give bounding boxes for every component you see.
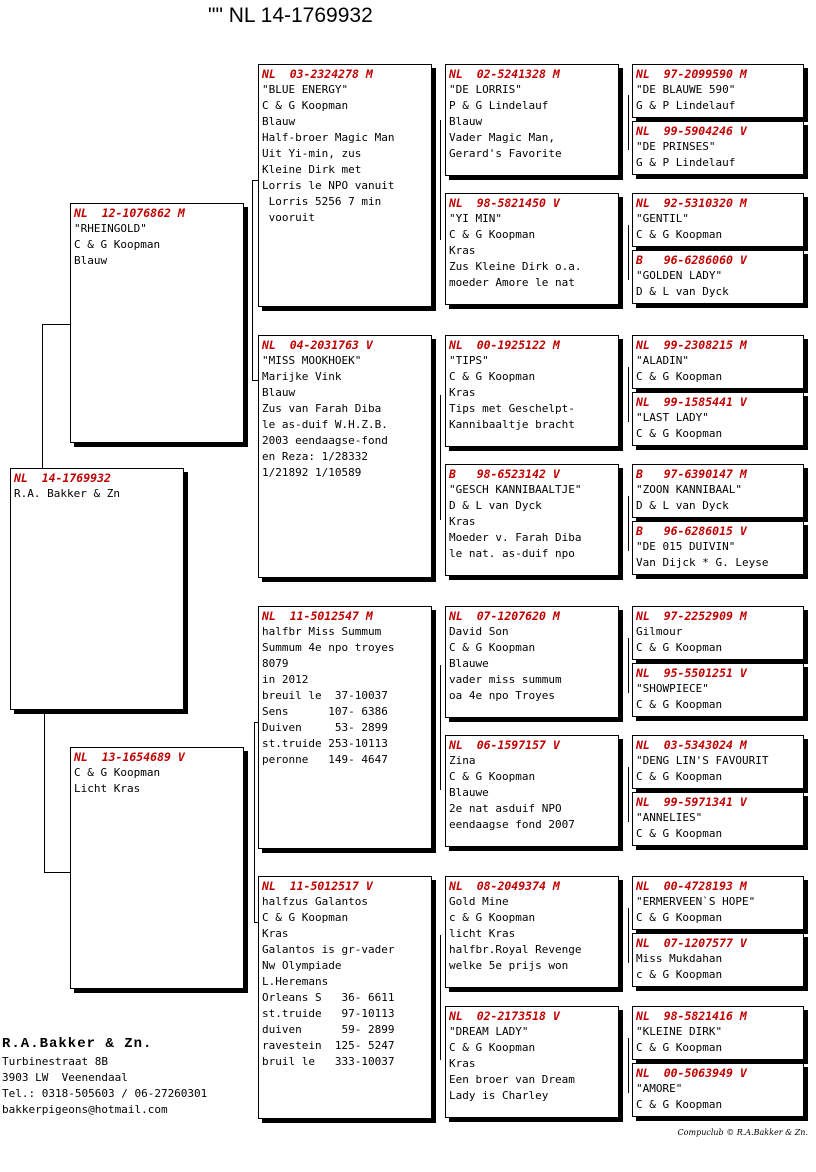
card-line: licht Kras [449,927,516,940]
card-line: Lorris le NPO vanuit [262,179,395,192]
pedigree-card-gen4[interactable] [632,735,804,789]
ring-number: NL 04-2031763 V [262,338,373,352]
card-line: Moeder v. Farah Diba [449,531,582,544]
pedigree-card-gen4[interactable] [632,121,804,175]
card-line: C & G Koopman [636,228,723,241]
card-line: "BLUE ENERGY" [262,83,349,96]
ring-number: NL 97-2252909 M [636,609,747,623]
connector-line [440,395,441,520]
ring-number: NL 97-2099590 M [636,67,747,81]
ring-number: NL 12-1076862 M [74,206,185,220]
connector-line [628,367,629,422]
card-line: 1/21892 1/10589 [262,466,362,479]
card-line: C & G Koopman [74,766,161,779]
card-line: Kras [449,515,476,528]
pedigree-card-gen4[interactable] [632,193,804,247]
card-line: "DE PRINSES" [636,140,716,153]
pedigree-card-gen4[interactable] [632,521,804,575]
pedigree-card-gen4[interactable] [632,792,804,846]
card-line: C & G Koopman [636,827,723,840]
card-line: "LAST LADY" [636,411,709,424]
card-line: halfbr.Royal Revenge [449,943,582,956]
card-line: "KLEINE DIRK" [636,1025,723,1038]
pedigree-card-gen4[interactable] [632,392,804,446]
ring-number: NL 07-1207620 M [449,609,560,623]
connector-line [628,496,629,551]
ring-number: NL 00-4728193 M [636,879,747,893]
owner-address: Turbinestraat 8B [2,1055,108,1068]
card-line: st.truide 253-10113 [262,737,388,750]
pedigree-card-gen4[interactable] [632,663,804,717]
footer-credit: Compuclub © R.A.Bakker & Zn. [677,1128,808,1137]
card-line: "DENG LIN'S FAVOURIT [636,754,769,767]
card-line: Nw Olympiade [262,959,342,972]
card-line: welke 5e prijs won [449,959,569,972]
pedigree-card-sire[interactable] [70,203,244,443]
pedigree-card-great-grandparent[interactable] [445,1006,619,1118]
pedigree-card-grandparent[interactable] [258,335,432,578]
pedigree-card-great-grandparent[interactable] [445,64,619,176]
ring-number: NL 08-2049374 M [449,879,560,893]
card-line: "DREAM LADY" [449,1025,529,1038]
card-line: Een broer van Dream [449,1073,575,1086]
card-line: R.A. Bakker & Zn [14,487,120,500]
card-line: Kras [262,927,289,940]
card-line: Summum 4e npo troyes [262,641,395,654]
ring-number: NL 00-1925122 M [449,338,560,352]
connector-line [628,908,629,963]
card-line: c & G Koopman [449,911,536,924]
card-line: c & G Koopman [636,968,723,981]
ring-number: NL 95-5501251 V [636,666,747,680]
pedigree-card-gen4[interactable] [632,250,804,304]
pedigree-card-grandparent[interactable] [258,64,432,307]
card-line: Kras [449,1057,476,1070]
owner-info [2,1034,207,1118]
ring-number: NL 00-5063949 V [636,1066,747,1080]
card-line: Gerard's Favorite [449,147,562,160]
pedigree-card-great-grandparent[interactable] [445,735,619,847]
card-line: vooruit [262,211,315,224]
ring-number: NL 07-1207577 V [636,936,747,950]
card-line: Zus van Farah Diba [262,402,382,415]
card-line: oa 4e npo Troyes [449,689,555,702]
owner-email[interactable]: bakkerpigeons@hotmail.com [2,1103,168,1116]
owner-name: R.A.Bakker & Zn. [2,1036,153,1052]
card-line: "DE 015 DUIVIN" [636,540,736,553]
card-line: G & P Lindelauf [636,156,736,169]
card-line: bruil le 333-10037 [262,1055,395,1068]
card-line: "DE BLAUWE 590" [636,83,736,96]
card-line: 8079 [262,657,289,670]
card-line: Gilmour [636,625,683,638]
card-line: D & L van Dyck [636,499,729,512]
card-line: in 2012 [262,673,309,686]
connector-line [44,872,70,873]
card-line: 2e nat asduif NPO [449,802,562,815]
pedigree-card-gen4[interactable] [632,464,804,518]
ring-number: NL 11-5012517 V [262,879,373,893]
card-line: C & G Koopman [636,1041,723,1054]
card-line: "ZOON KANNIBAAL" [636,483,742,496]
pedigree-card-dam[interactable] [70,747,244,989]
ring-number: NL 13-1654689 V [74,750,185,764]
card-line: C & G Koopman [636,770,723,783]
connector-line [628,95,629,150]
card-line: D & L van Dyck [636,285,729,298]
card-line: G & P Lindelauf [636,99,736,112]
ring-number: NL 06-1597157 V [449,738,560,752]
card-line: Blauwe [449,786,489,799]
card-line: duiven 59- 2899 [262,1023,395,1036]
card-line: Galantos is gr-vader [262,943,395,956]
card-line: Lorris 5256 7 min [262,195,382,208]
card-line: "RHEINGOLD" [74,222,147,235]
pedigree-card-great-grandparent[interactable] [445,876,619,988]
card-line: D & L van Dyck [449,499,542,512]
card-line: eendaagse fond 2007 [449,818,575,831]
card-line: Duiven 53- 2899 [262,721,388,734]
pedigree-card-gen4[interactable] [632,335,804,389]
card-line: Zina [449,754,476,767]
card-line: Vader Magic Man, [449,131,555,144]
card-line: C & G Koopman [449,1041,536,1054]
card-line: C & G Koopman [262,911,349,924]
card-line: "ALADIN" [636,354,689,367]
ring-number: NL 03-2324278 M [262,67,373,81]
card-line: "GESCH KANNIBAALTJE" [449,483,582,496]
pedigree-card-great-grandparent[interactable] [445,193,619,305]
pedigree-card-gen4[interactable] [632,64,804,118]
connector-line [628,767,629,822]
card-line: halfbr Miss Summum [262,625,382,638]
card-line: le as-duif W.H.Z.B. [262,418,388,431]
card-line: C & G Koopman [449,370,536,383]
pedigree-card-grandparent[interactable] [258,606,432,849]
card-line: Uit Yi-min, zus [262,147,362,160]
card-line: 2003 eendaagse-fond [262,434,388,447]
ring-number: NL 14-1769932 [14,471,111,485]
connector-line [440,665,441,790]
pedigree-card-gen4[interactable] [632,1006,804,1060]
connector-line [44,712,45,872]
card-line: "SHOWPIECE" [636,682,709,695]
ring-number: NL 03-5343024 M [636,738,747,752]
card-line: ravestein 125- 5247 [262,1039,395,1052]
pedigree-card-great-grandparent[interactable] [445,606,619,718]
connector-line [42,324,70,325]
card-line: "ANNELIES" [636,811,703,824]
connector-line [42,324,43,470]
connector-line [628,1038,629,1093]
card-line: "DE LORRIS" [449,83,522,96]
ring-number: NL 98-5821450 V [449,196,560,210]
card-line: Tips met Geschelpt- [449,402,575,415]
card-line: Kras [449,244,476,257]
pedigree-card-gen4[interactable] [632,876,804,930]
card-line: C & G Koopman [262,99,349,112]
ring-number: NL 99-5971341 V [636,795,747,809]
ring-number: NL 11-5012547 M [262,609,373,623]
ring-number: NL 92-5310320 M [636,196,747,210]
card-line: Orleans S 36- 6611 [262,991,395,1004]
page-title: "" NL 14-1769932 [208,4,373,27]
card-line: C & G Koopman [449,641,536,654]
card-line: Blauw [262,386,296,399]
pedigree-card-great-grandparent[interactable] [445,464,619,576]
card-line: le nat. as-duif npo [449,547,575,560]
card-line: st.truide 97-10113 [262,1007,395,1020]
pedigree-card-gen4[interactable] [632,933,804,987]
ring-number: NL 98-5821416 M [636,1009,747,1023]
card-line: L.Heremans [262,975,329,988]
connector-line [440,935,441,1060]
connector-line [628,225,629,280]
card-line: C & G Koopman [636,427,723,440]
ring-number: B 98-6523142 V [449,467,560,481]
card-line: Zus Kleine Dirk o.a. [449,260,582,273]
card-line: peronne 149- 4647 [262,753,388,766]
owner-phone: Tel.: 0318-505603 / 06-27260301 [2,1087,208,1100]
card-line: Sens 107- 6386 [262,705,388,718]
card-line: Miss Mukdahan [636,952,723,965]
ring-number: NL 02-5241328 M [449,67,560,81]
card-line: Gold Mine [449,895,509,908]
card-line: Blauwe [449,657,489,670]
ring-number: NL 99-2308215 M [636,338,747,352]
owner-city: 3903 LW Veenendaal [2,1071,128,1084]
card-line: vader miss summum [449,673,562,686]
ring-number: B 97-6390147 M [636,467,747,481]
connector-line [440,120,441,240]
card-line: "GENTIL" [636,212,689,225]
card-line: Blauw [262,115,296,128]
card-line: moeder Amore le nat [449,276,575,289]
card-line: Licht Kras [74,782,141,795]
pedigree-card-grandparent[interactable] [258,876,432,1119]
card-line: "TIPS" [449,354,489,367]
ring-number: NL 99-5904246 V [636,124,747,138]
card-line: C & G Koopman [449,770,536,783]
card-line: C & G Koopman [636,698,723,711]
card-line: Kras [449,386,476,399]
ring-number: B 96-6286015 V [636,524,747,538]
card-line: Kleine Dirk met [262,163,362,176]
card-line: Marijke Vink [262,370,342,383]
card-line: halfzus Galantos [262,895,368,908]
connector-line [254,722,255,922]
card-line: C & G Koopman [636,641,723,654]
card-line: "AMORE" [636,1082,683,1095]
card-line: C & G Koopman [636,1098,723,1111]
card-line: Blauw [74,254,108,267]
card-line: Blauw [449,115,483,128]
card-line: Lady is Charley [449,1089,549,1102]
card-line: Half-broer Magic Man [262,131,395,144]
card-line: David Son [449,625,509,638]
card-line: P & G Lindelauf [449,99,549,112]
card-line: C & G Koopman [636,911,723,924]
ring-number: NL 02-2173518 V [449,1009,560,1023]
card-line: C & G Koopman [636,370,723,383]
pedigree-card-gen4[interactable] [632,1063,804,1117]
connector-line [252,180,253,380]
card-line: "YI MIN" [449,212,502,225]
card-line: en Reza: 1/28332 [262,450,368,463]
card-line: "GOLDEN LADY" [636,269,723,282]
card-line: C & G Koopman [74,238,161,251]
ring-number: NL 99-1585441 V [636,395,747,409]
ring-number: B 96-6286060 V [636,253,747,267]
card-line: C & G Koopman [449,228,536,241]
card-line: "ERMERVEEN`S HOPE" [636,895,756,908]
card-line: "MISS MOOKHOEK" [262,354,362,367]
card-line: breuil le 37-10037 [262,689,388,702]
card-line: Van Dijck * G. Leyse [636,556,769,569]
card-line: Kannibaaltje bracht [449,418,575,431]
pedigree-card-gen4[interactable] [632,606,804,660]
pedigree-card-subject[interactable] [10,468,184,710]
connector-line [628,638,629,693]
pedigree-card-great-grandparent[interactable] [445,335,619,447]
